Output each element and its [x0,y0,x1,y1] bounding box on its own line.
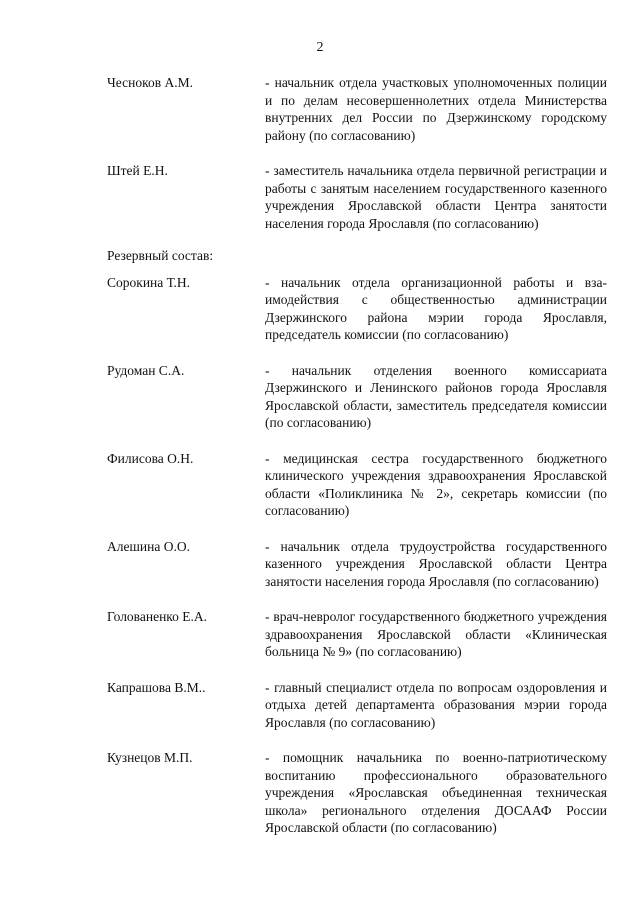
reserve-member-entry [107,679,607,732]
member-name: Сорокина Т.Н. [107,274,191,290]
member-name: Голованенко Е.А. [107,609,208,624]
reserve-member-entry [107,608,607,661]
member-role: - начальник отдела трудоустройства государственного казенного учреждения Ярославской области Центра занятости населения города Ярославля (по согласованию) [265,538,607,589]
member-name: Филисова О.Н. [107,450,194,466]
member-name: Капрашова В.М.. [107,679,206,695]
member-role: - начальник отделения военного комиссариата Дзержинского и Ленинского районов города Ярославля Ярославской области, заместитель председателя комиссии (по согласованию) [265,362,607,430]
member-role: - начальник отдела участковых уполномоченных полиции и по делам несовершеннолетних отдела Министерства внутренних дел России по Дзержинскому городскому району (по согласованию) [265,75,607,143]
member-name: Чесноков А.М. [107,75,193,90]
member-name: Алешина О.О. [107,538,190,554]
member-role: - медицинская сестра государственного бюджетного клинического учреждения здравоохранения Ярославской области «Поликлиника № 2», секретарь комиссии (по согласованию) [265,450,607,518]
member-entry [107,162,607,232]
member-role: - помощник начальника по военно-патриотическому воспитанию профессионального образовательного учреждения «Ярославская объединенная техническая школа» регионального отделения ДОСААФ России Ярославской области (по согласованию) [265,750,607,835]
reserve-member-entry [107,450,607,520]
reserve-section-title: Резервный состав: [107,248,214,263]
member-role: - начальник отдела организационной работы и взаимодействия с общественностью администрации Дзержинского района мэрии города Ярославля, председатель комиссии (по согласованию) [265,274,607,342]
reserve-member-entry [107,538,607,591]
member-name: Рудоман С.А. [107,362,185,378]
member-entry [107,74,607,144]
member-name: Кузнецов М.П. [107,750,193,765]
reserve-member-entry [107,274,607,344]
member-name: Штей Е.Н. [107,163,168,178]
member-role: - главный специалист отдела по вопросам оздоровления и отдыха детей департамента образования мэрии города Ярославля (по согласованию) [265,679,607,730]
reserve-member-entry [107,749,607,837]
page-number: 2 [316,40,324,55]
reserve-member-entry [107,362,607,432]
member-list [107,74,607,855]
member-role: - заместитель начальника отдела первичной регистрации и работы с занятым населением государственного казенного учреждения Ярославской области Центра занятости населения города Ярославля (по согласованию) [265,163,607,231]
member-role: - врач-невролог государственного бюджетного учреждения здравоохранения Ярославской области «Клиническая больница № 9» (по согласованию) [265,609,607,659]
